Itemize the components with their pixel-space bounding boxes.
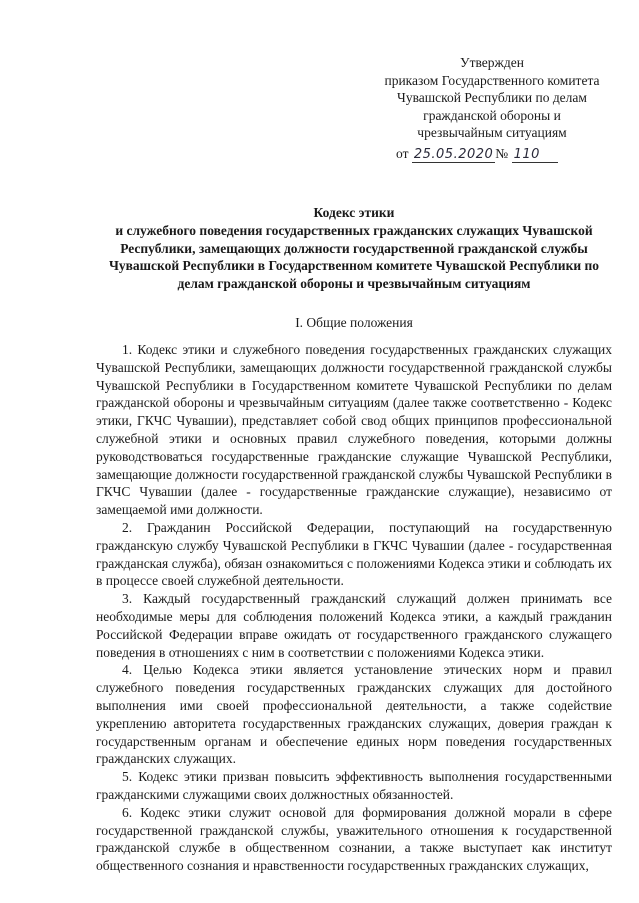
- approval-block: [372, 54, 612, 142]
- approval-line: приказом Государственного комитета: [384, 72, 600, 88]
- approval-line: гражданской обороны и: [423, 107, 561, 123]
- order-date-number: [396, 146, 558, 163]
- title-line: Республики, замещающих должности государственной гражданской службы: [120, 240, 588, 256]
- document-body: [96, 341, 612, 875]
- paragraph-5: 5. Кодекс этики призван повысить эффективность выполнения государственными гражданскими служащими своих должностных обязанностей.: [96, 769, 612, 802]
- title-line: делам гражданской обороны и чрезвычайным ситуациям: [177, 276, 531, 292]
- paragraph-6: 6. Кодекс этики служит основой для формирования должной морали в сфере государственной гражданской службы, уважительного отношения к государственной гражданской службе в общественном сознании, а также выступает как институт общественного сознания и нравственности государственных гражданских служащих,: [96, 804, 612, 874]
- document-title: [96, 204, 612, 293]
- title-line: и служебного поведения государственных гражданских служащих Чувашской: [115, 222, 593, 238]
- handwritten-number: 110: [513, 147, 540, 162]
- paragraph-3: 3. Каждый государственный гражданский служащий должен принимать все необходимые меры для соблюдения положений Кодекса этики, а каждый гражданин Российской Федерации вправе ожидать от государственного гражданского служащего поведения в отношениях с ним в соответствии с положениями Кодекса этики.: [96, 591, 612, 660]
- paragraph-2: 2. Гражданин Российской Федерации, поступающий на государственную гражданскую службу Чувашской Республики в ГКЧС Чувашии (далее - государственная гражданская служба), обязан ознакомиться с положениями Кодекса этики и соблюдать их в процессе своей служебной деятельности.: [96, 519, 612, 589]
- paragraph-1: 1. Кодекс этики и служебного поведения государственных гражданских служащих Чувашской Республики, замещающих должности государственной гражданской службы Чувашской Республики в Государственном комитете Чувашской Республики по делам гражданской обороны и чрезвычайным ситуациям (далее также соответственно - Кодекс этики, ГКЧС Чувашии), представляет собой свод общих принципов профессиональной служебной этики и основных правил служебного поведения, которыми должны руководствоваться государственные гражданские служащие Чувашской Республики, замещающие должности государственной гражданской службы Чувашской Республики в ГКЧС Чувашии (далее - государственные гражданские служащие), независимо от замещаемой ими должности.: [96, 342, 612, 518]
- number-prefix: №: [495, 146, 509, 161]
- approval-line: чрезвычайным ситуациям: [417, 125, 567, 140]
- title-line: Чувашской Республики в Государственном комитете Чувашской Республики по: [108, 258, 600, 274]
- section-heading: I. Общие положения: [295, 315, 413, 330]
- approval-line: Чувашской Республики по делам: [397, 90, 587, 105]
- approval-line: Утвержден: [460, 55, 524, 70]
- date-prefix: от: [396, 146, 409, 161]
- title-line: Кодекс этики: [313, 205, 395, 220]
- paragraph-4: 4. Целью Кодекса этики является установление этических норм и правил служебного поведения государственных гражданских служащих для достойного выполнения ими своей профессиональной деятельности, а также содействие укреплению авторитета государственных гражданских служащих, доверия граждан к государственным органам и обеспечение единых норм поведения государственных гражданских служащих.: [96, 662, 612, 767]
- handwritten-date: 25.05.2020: [413, 147, 494, 162]
